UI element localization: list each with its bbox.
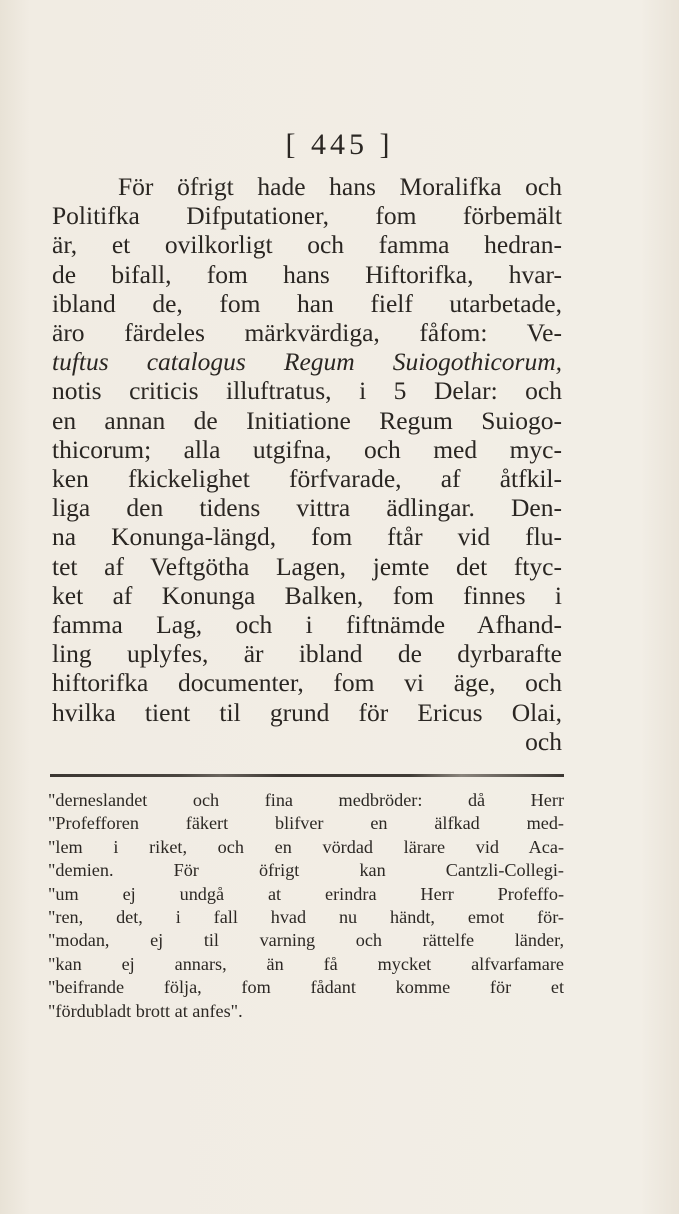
footnote-line: "fördubladt brott at anfes". bbox=[48, 1000, 243, 1021]
footnote-line: "ren, det, i fall hvad nu händt, emot för- bbox=[48, 907, 564, 928]
footnote-divider bbox=[50, 774, 564, 777]
footnote-line: "modan, ej til varning och rättelfe länder, bbox=[48, 930, 564, 951]
text-line: de bifall, fom hans Hiftorifka, hvar- bbox=[52, 259, 562, 289]
text-line: liga den tidens vittra ädlingar. Den- bbox=[52, 493, 562, 523]
text-line: hiftorifka documenter, fom vi äge, och bbox=[52, 668, 562, 698]
footnote-block bbox=[48, 789, 564, 1023]
footnote-line: "lem i riket, och en vördad lärare vid Aca- bbox=[48, 836, 564, 857]
text-line: hvilka tient til grund för Ericus Olai, bbox=[52, 697, 562, 727]
page-number: [ 445 ] bbox=[285, 128, 394, 161]
text-line: na Konunga-längd, fom ftår vid flu- bbox=[52, 522, 562, 552]
text-line: Politifka Difputationer, fom förbemält bbox=[52, 201, 562, 231]
footnote-line: "Profefforen fäkert blifver en älfkad med- bbox=[48, 813, 564, 834]
text-line: äro färdeles märkvärdiga, fåfom: Ve- bbox=[52, 318, 562, 348]
text-line: famma Lag, och i fiftnämde Afhand- bbox=[52, 610, 562, 640]
text-line: är, et ovilkorligt och famma hedran- bbox=[52, 230, 562, 260]
footnote-line: "kan ej annars, än få mycket alfvarfamare bbox=[48, 953, 564, 974]
text-line: tuftus catalogus Regum Suiogothicorum, bbox=[52, 347, 562, 377]
footnote-line: "um ej undgå at erindra Herr Profeffo- bbox=[48, 883, 564, 904]
text-line: thicorum; alla utgifna, och med myc- bbox=[52, 434, 562, 464]
catchword: och bbox=[525, 726, 562, 756]
text-line: ken fkickelighet förfvarade, af åtfkil- bbox=[52, 464, 562, 494]
footnote-line: "beifrande följa, fom fådant komme för et bbox=[48, 977, 564, 998]
text-line: ling uplyfes, är ibland de dyrbarafte bbox=[52, 639, 562, 669]
text-line: tet af Veftgötha Lagen, jemte det ftyc- bbox=[52, 551, 562, 581]
text-line: en annan de Initiatione Regum Suiogo- bbox=[52, 405, 562, 435]
footnote-line: "demien. För öfrigt kan Cantzli-Collegi- bbox=[48, 860, 564, 881]
text-line: notis criticis illuftratus, i 5 Delar: och bbox=[52, 376, 562, 406]
main-text-block bbox=[52, 172, 562, 756]
text-line: ibland de, fom han fielf utarbetade, bbox=[52, 288, 562, 318]
footnote-line: "derneslandet och fina medbröder: då Herr bbox=[48, 790, 564, 810]
text-line: ket af Konunga Balken, fom finnes i bbox=[52, 580, 562, 610]
text-line: För öfrigt hade hans Moralifka och bbox=[118, 172, 562, 201]
